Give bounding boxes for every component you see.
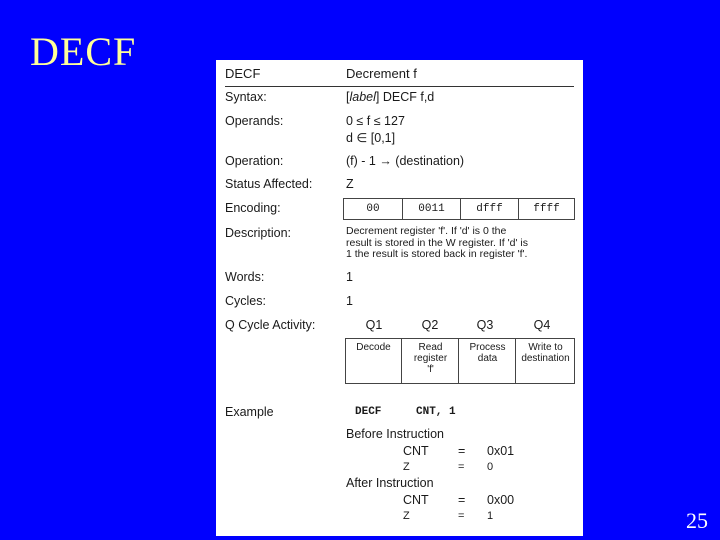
q-cycle-label: Q Cycle Activity: [225,318,316,332]
q-header: Q4 [533,318,551,332]
equals-sign: = [458,461,465,473]
reg-name: Z [403,461,410,473]
operation-value: (f) - 1 → (destination) [346,154,465,168]
syntax-value: [label] DECF f,d [346,90,435,104]
operands-line1: 0 ≤ f ≤ 127 [346,114,405,128]
description-label: Description: [225,226,291,240]
slide-title: DECF [30,29,137,74]
example-label: Example [225,405,274,419]
reg-value: 0x00 [487,493,515,507]
encoding-field: 00 [344,199,403,219]
cycles-value: 1 [346,294,353,308]
words-label: Words: [225,270,265,284]
q-cell: Write to destination [521,342,570,364]
equals-sign: = [458,444,466,458]
instruction-doc [216,60,583,536]
q-header: Q3 [476,318,494,332]
reg-name: CNT [403,493,429,507]
example-args: CNT, 1 [416,406,456,418]
encoding-field: 0011 [403,199,461,219]
example-instruction: DECF [355,406,382,418]
syntax-label: Syntax: [225,90,267,104]
status-value: Z [346,177,354,191]
operands-label: Operands: [225,114,284,128]
equals-sign: = [458,493,466,507]
before-label: Before Instruction [346,427,444,441]
equals-sign: = [458,510,465,522]
q-cycle-table [345,338,575,384]
encoding-label: Encoding: [225,201,281,215]
encoding-field: ffff [533,203,560,215]
doc-header [225,66,574,87]
operation-label: Operation: [225,154,284,168]
operands-line2: d ∈ [0,1] [346,131,396,145]
q-cell: Process data [460,339,516,383]
slide-number: 25 [686,508,708,533]
q-header: Q2 [421,318,439,332]
q-cell: Decode [346,339,402,383]
encoding-field: dfff [461,199,519,219]
q-header: Q1 [365,318,383,332]
description-text: Decrement register 'f'. If 'd' is 0 the result is stored in the W register. If 'd' is 1 the result is stored back in register 'f'. [346,225,528,260]
reg-value: 0 [487,461,494,473]
instruction-name: Decrement f [346,66,417,81]
words-value: 1 [346,270,353,284]
encoding-table [343,198,575,220]
cycles-label: Cycles: [225,294,266,308]
reg-value: 0x01 [487,444,515,458]
reg-name: CNT [403,444,429,458]
q-cell: Read register 'f' [403,339,459,383]
mnemonic: DECF [225,66,261,81]
status-label: Status Affected: [225,177,313,191]
after-label: After Instruction [346,476,434,490]
reg-value: 1 [487,510,494,522]
reg-name: Z [403,510,410,522]
